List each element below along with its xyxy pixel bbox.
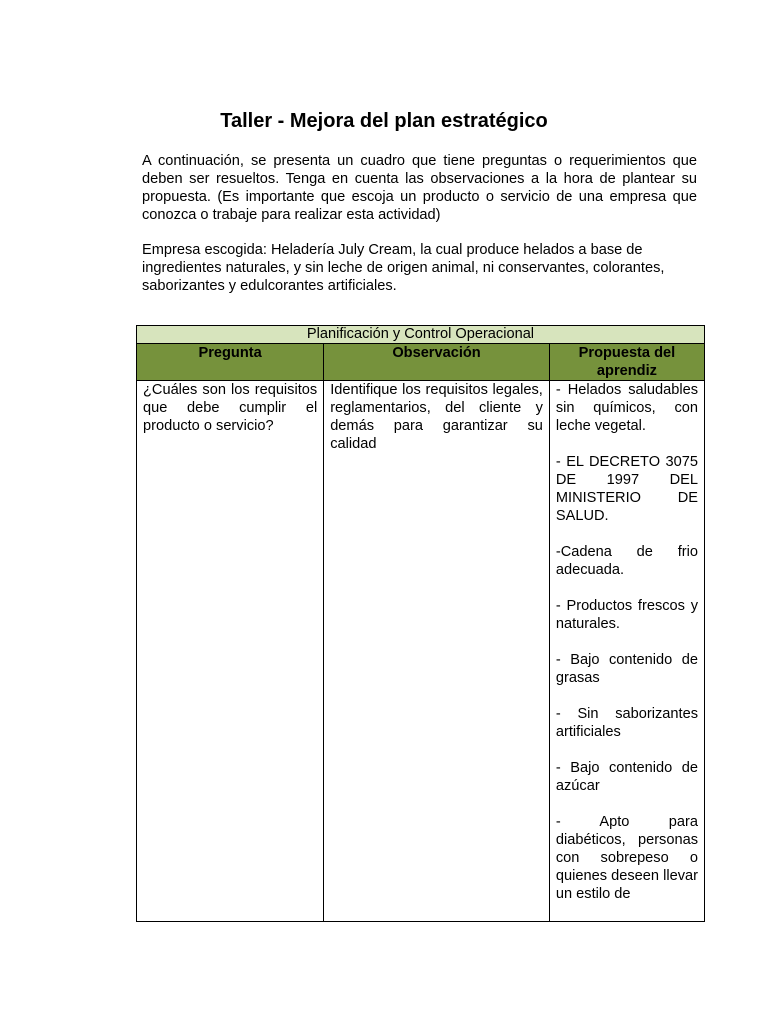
header-observacion: Observación <box>324 344 550 381</box>
propuesta-item: - Bajo contenido de azúcar <box>555 760 698 794</box>
plan-table <box>136 325 705 922</box>
propuesta-item: - Helados saludables sin químicos, con leche vegetal. <box>555 382 698 434</box>
header-pregunta: Pregunta <box>137 344 324 381</box>
propuesta-item: - Apto para diabéticos, personas con sobrepeso o quienes deseen llevar un estilo de <box>555 814 698 902</box>
empresa-paragraph: Empresa escogida: Heladería July Cream, la cual produce helados a base de ingredientes naturales, y sin leche de origen animal, ni conservantes, colorantes, saborizantes y edulcorantes artificiales. <box>142 242 665 294</box>
table-caption-row <box>137 326 705 344</box>
cell-propuesta <box>549 381 704 922</box>
document-title: Taller - Mejora del plan estratégico <box>220 110 548 132</box>
propuesta-item: - Sin saborizantes artificiales <box>555 706 698 740</box>
cell-observacion: Identifique los requisitos legales, reglamentarios, del cliente y demás para garantizar su calidad <box>324 381 550 922</box>
header-propuesta: Propuesta del aprendiz <box>549 344 704 381</box>
propuesta-item: - Bajo contenido de grasas <box>555 652 698 686</box>
cell-pregunta: ¿Cuáles son los requisitos que debe cumplir el producto o servicio? <box>137 381 324 922</box>
propuesta-item: -Cadena de frio adecuada. <box>555 544 698 578</box>
table-row <box>137 381 705 922</box>
propuesta-item: - Productos frescos y naturales. <box>555 598 698 632</box>
table-caption: Planificación y Control Operacional <box>137 326 705 344</box>
propuesta-item: - EL DECRETO 3075 DE 1997 DEL MINISTERIO DE SALUD. <box>555 454 698 524</box>
table-header-row <box>137 344 705 381</box>
intro-paragraph: A continuación, se presenta un cuadro que tiene preguntas o requerimientos que deben ser resueltos. Tenga en cuenta las observaciones a la hora de plantear su propuesta. (Es importante que escoja un producto o servicio de una empresa que conozca o trabaje para realizar esta actividad) <box>142 153 697 223</box>
